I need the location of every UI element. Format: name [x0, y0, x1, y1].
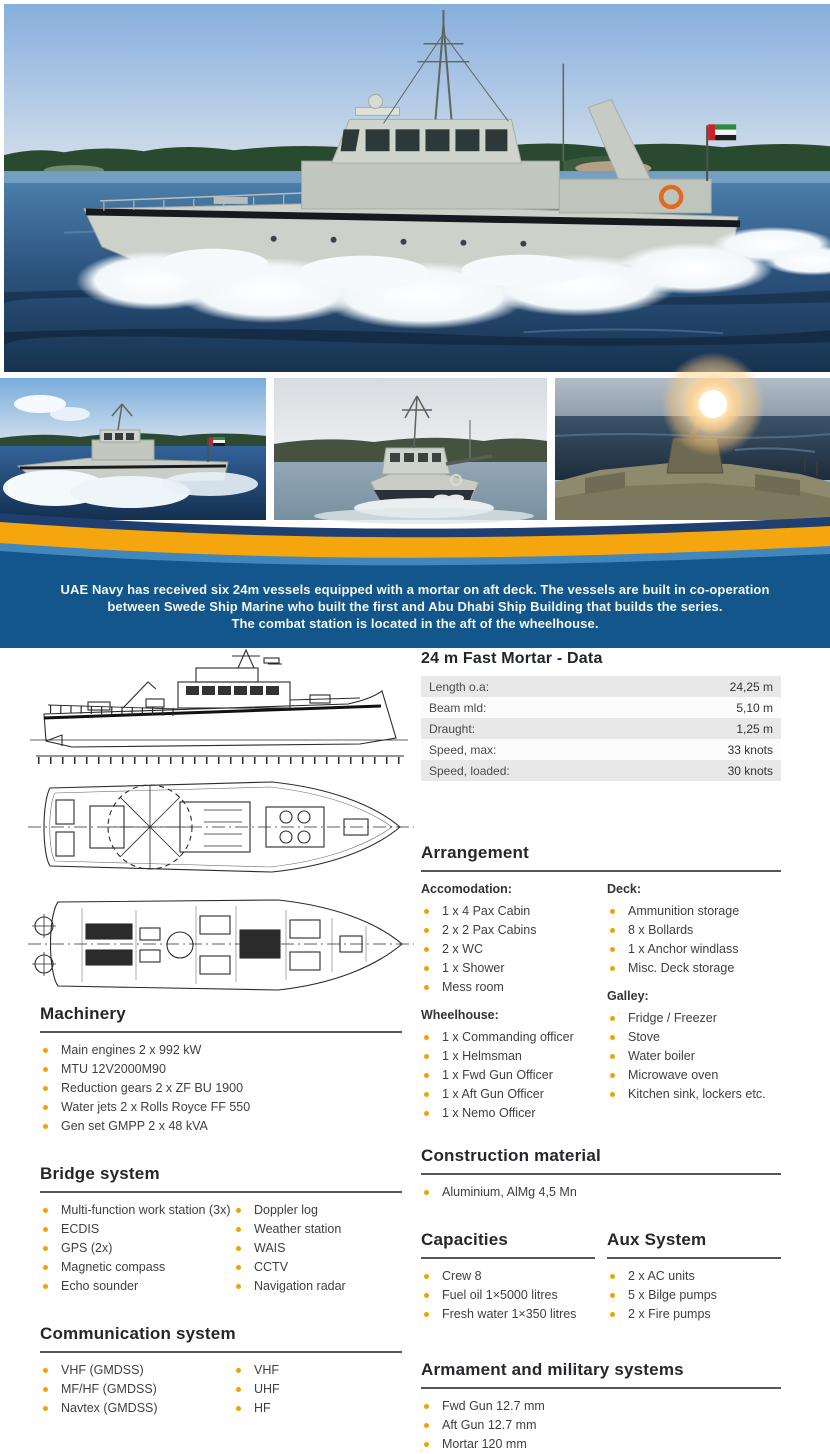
bullet-icon	[424, 928, 429, 933]
bullet-icon	[236, 1265, 241, 1270]
list-item-label: Doppler log	[254, 1203, 318, 1217]
list-item-label: Fresh water 1×350 litres	[442, 1307, 577, 1321]
photo-thumbnail-bow-view	[274, 378, 547, 520]
list-item-label: GPS (2x)	[61, 1241, 113, 1255]
list-item	[421, 921, 607, 940]
list-item-label: Main engines 2 x 992 kW	[61, 1043, 202, 1057]
list-item-label: Aluminium, AlMg 4,5 Mn	[442, 1185, 577, 1199]
bullet-icon	[424, 1404, 429, 1409]
list-item	[233, 1258, 402, 1277]
list-item	[607, 1028, 781, 1047]
bullet-icon	[43, 1208, 48, 1213]
list-item-label: CCTV	[254, 1260, 289, 1274]
list-item-label: Water jets 2 x Rolls Royce FF 550	[61, 1100, 251, 1114]
list-item	[421, 902, 607, 921]
bridge-system-list-2	[233, 1201, 402, 1296]
list-item-label: Navtex (GMDSS)	[61, 1401, 158, 1415]
right-column	[421, 648, 781, 1454]
list-item	[40, 1277, 233, 1296]
photo-thumbnail-mortar-firing	[555, 378, 830, 520]
list-item	[233, 1380, 402, 1399]
table-row-value: 30 knots	[727, 763, 773, 778]
armament-section	[421, 1360, 781, 1454]
list-item-label: Stove	[628, 1030, 660, 1044]
list-item	[607, 1286, 781, 1305]
construction-material-list	[421, 1183, 781, 1202]
bullet-icon	[424, 1274, 429, 1279]
list-item	[607, 1305, 781, 1324]
list-item	[233, 1399, 402, 1418]
table-row-value: 24,25 m	[729, 679, 773, 694]
thumbnail-2-illustration	[274, 378, 547, 520]
banner-line-3: The combat station is located in the aft of the wheelhouse.	[231, 616, 599, 631]
list-item-label: Water boiler	[628, 1049, 695, 1063]
communication-list-1	[40, 1361, 233, 1418]
construction-material-section	[421, 1146, 781, 1202]
list-item-label: Aft Gun 12.7 mm	[442, 1418, 537, 1432]
bullet-icon	[43, 1067, 48, 1072]
list-item	[233, 1239, 402, 1258]
list-item-label: 1 x Helmsman	[442, 1049, 522, 1063]
list-item	[233, 1277, 402, 1296]
table-row-value: 5,10 m	[736, 700, 773, 715]
bullet-icon	[424, 1035, 429, 1040]
intro-banner	[0, 505, 830, 648]
list-item-label: MTU 12V2000M90	[61, 1062, 166, 1076]
bullet-icon	[236, 1208, 241, 1213]
bullet-icon	[43, 1048, 48, 1053]
bullet-icon	[424, 1092, 429, 1097]
spec-table-title: 24 m Fast Mortar - Data	[421, 650, 603, 667]
list-item	[421, 940, 607, 959]
thumbnail-3-illustration	[555, 378, 830, 520]
deck-group	[607, 880, 781, 978]
list-item-label: 2 x Fire pumps	[628, 1307, 711, 1321]
armament-list	[421, 1397, 781, 1454]
list-item	[40, 1361, 233, 1380]
bullet-icon	[610, 1312, 615, 1317]
table-row	[421, 760, 781, 781]
bullet-icon	[424, 1442, 429, 1447]
capacities-section	[421, 1230, 607, 1324]
table-row-value: 1,25 m	[736, 721, 773, 736]
list-item	[40, 1399, 233, 1418]
bullet-icon	[424, 966, 429, 971]
list-item	[421, 1267, 607, 1286]
bullet-icon	[424, 909, 429, 914]
list-item	[421, 1435, 781, 1454]
bullet-icon	[424, 1312, 429, 1317]
side-profile-drawing	[28, 648, 414, 768]
aux-system-list	[607, 1267, 781, 1324]
accomodation-list	[421, 902, 607, 997]
list-item	[40, 1079, 402, 1098]
bullet-icon	[43, 1368, 48, 1373]
hero-photo-illustration	[4, 4, 830, 372]
list-item-label: Fuel oil 1×5000 litres	[442, 1288, 558, 1302]
aux-system-section	[607, 1230, 781, 1324]
accomodation-subheading: Accomodation:	[421, 882, 512, 896]
list-item-label: Weather station	[254, 1222, 342, 1236]
bullet-icon	[236, 1406, 241, 1411]
list-item-label: Crew 8	[442, 1269, 482, 1283]
list-item	[607, 921, 781, 940]
bullet-icon	[236, 1246, 241, 1251]
bullet-icon	[610, 1092, 615, 1097]
wheelhouse-subheading: Wheelhouse:	[421, 1008, 499, 1022]
lower-deck-plan-drawing	[28, 888, 414, 1000]
bullet-icon	[43, 1124, 48, 1129]
list-item-label: Mortar 120 mm	[442, 1437, 527, 1451]
list-item-label: Echo sounder	[61, 1279, 139, 1293]
bullet-icon	[424, 1190, 429, 1195]
bullet-icon	[610, 966, 615, 971]
list-item	[421, 1305, 607, 1324]
list-item	[40, 1239, 233, 1258]
list-item	[40, 1041, 402, 1060]
wheelhouse-list	[421, 1028, 607, 1123]
armament-heading: Armament and military systems	[421, 1360, 781, 1389]
bullet-icon	[236, 1284, 241, 1289]
list-item-label: MF/HF (GMDSS)	[61, 1382, 157, 1396]
bullet-icon	[43, 1406, 48, 1411]
bullet-icon	[43, 1227, 48, 1232]
banner-line-1: UAE Navy has received six 24m vessels equipped with a mortar on aft deck. The vessels are built in co-operation	[60, 582, 770, 597]
list-item	[421, 978, 607, 997]
arrangement-section	[421, 843, 781, 1132]
table-row-label: Speed, loaded:	[429, 763, 510, 778]
list-item-label: Multi-function work station (3x)	[61, 1203, 231, 1217]
list-item-label: 1 x Aft Gun Officer	[442, 1087, 544, 1101]
list-item-label: 2 x AC units	[628, 1269, 695, 1283]
machinery-list	[40, 1041, 402, 1136]
list-item-label: 2 x WC	[442, 942, 483, 956]
bullet-icon	[424, 1423, 429, 1428]
bridge-system-section	[40, 1164, 402, 1296]
bullet-icon	[43, 1265, 48, 1270]
bullet-icon	[424, 1073, 429, 1078]
table-row-value: 33 knots	[727, 742, 773, 757]
left-column	[40, 648, 402, 1418]
table-row	[421, 676, 781, 697]
galley-group	[607, 987, 781, 1104]
list-item	[421, 1286, 607, 1305]
list-item	[607, 1047, 781, 1066]
table-row-label: Speed, max:	[429, 742, 497, 757]
list-item	[607, 1066, 781, 1085]
bullet-icon	[236, 1368, 241, 1373]
list-item-label: Navigation radar	[254, 1279, 346, 1293]
bridge-system-heading: Bridge system	[40, 1164, 402, 1193]
bullet-icon	[236, 1387, 241, 1392]
banner-text	[0, 581, 830, 632]
bullet-icon	[610, 909, 615, 914]
aux-system-heading: Aux System	[607, 1230, 781, 1259]
deck-list	[607, 902, 781, 978]
bullet-icon	[424, 1054, 429, 1059]
bridge-system-list-1	[40, 1201, 233, 1296]
list-item	[607, 1009, 781, 1028]
bullet-icon	[610, 1035, 615, 1040]
bullet-icon	[424, 947, 429, 952]
list-item	[233, 1201, 402, 1220]
bullet-icon	[43, 1284, 48, 1289]
list-item	[233, 1220, 402, 1239]
wheelhouse-group	[421, 1006, 607, 1123]
bullet-icon	[610, 1293, 615, 1298]
list-item	[421, 1416, 781, 1435]
main-deck-plan-drawing	[28, 772, 414, 884]
list-item	[421, 1397, 781, 1416]
capacities-heading: Capacities	[421, 1230, 595, 1259]
banner-line-2: between Swede Ship Marine who built the first and Abu Dhabi Ship Building that builds the series.	[107, 599, 723, 614]
list-item-label: 1 x Shower	[442, 961, 505, 975]
communication-system-section	[40, 1324, 402, 1418]
table-row	[421, 697, 781, 718]
table-row-label: Beam mld:	[429, 700, 487, 715]
list-item	[40, 1380, 233, 1399]
list-item	[421, 1085, 607, 1104]
bullet-icon	[424, 1293, 429, 1298]
list-item-label: VHF	[254, 1363, 279, 1377]
list-item	[607, 902, 781, 921]
capacities-list	[421, 1267, 607, 1324]
list-item-label: Fridge / Freezer	[628, 1011, 717, 1025]
bullet-icon	[424, 985, 429, 990]
bullet-icon	[610, 1016, 615, 1021]
list-item	[40, 1258, 233, 1277]
list-item	[421, 1183, 781, 1202]
thumbnail-1-illustration	[0, 378, 266, 520]
list-item	[421, 1104, 607, 1123]
bullet-icon	[610, 1274, 615, 1279]
bullet-icon	[43, 1387, 48, 1392]
list-item-label: 1 x Commanding officer	[442, 1030, 574, 1044]
list-item-label: Mess room	[442, 980, 504, 994]
list-item-label: Magnetic compass	[61, 1260, 166, 1274]
list-item	[607, 959, 781, 978]
table-row-label: Length o.a:	[429, 679, 490, 694]
muzzle-flash	[661, 352, 765, 456]
machinery-section	[40, 1004, 402, 1136]
machinery-heading: Machinery	[40, 1004, 402, 1033]
list-item	[421, 1028, 607, 1047]
list-item	[607, 1267, 781, 1286]
list-item	[607, 940, 781, 959]
galley-subheading: Galley:	[607, 989, 649, 1003]
list-item-label: 1 x Anchor windlass	[628, 942, 739, 956]
hero-photo	[4, 4, 830, 372]
list-item-label: 1 x Fwd Gun Officer	[442, 1068, 553, 1082]
list-item-label: 1 x Nemo Officer	[442, 1106, 536, 1120]
list-item-label: Gen set GMPP 2 x 48 kVA	[61, 1119, 208, 1133]
list-item	[40, 1060, 402, 1079]
arrangement-heading: Arrangement	[421, 843, 781, 872]
list-item-label: Misc. Deck storage	[628, 961, 735, 975]
list-item-label: Microwave oven	[628, 1068, 719, 1082]
list-item-label: WAIS	[254, 1241, 286, 1255]
table-row	[421, 718, 781, 739]
list-item	[421, 1066, 607, 1085]
list-item-label: Ammunition storage	[628, 904, 740, 918]
bullet-icon	[43, 1246, 48, 1251]
spec-table	[421, 676, 781, 781]
bullet-icon	[424, 1111, 429, 1116]
list-item-label: ECDIS	[61, 1222, 100, 1236]
list-item	[421, 1047, 607, 1066]
list-item-label: 2 x 2 Pax Cabins	[442, 923, 537, 937]
communication-list-2	[233, 1361, 402, 1418]
list-item-label: Fwd Gun 12.7 mm	[442, 1399, 545, 1413]
list-item	[233, 1361, 402, 1380]
table-row-label: Draught:	[429, 721, 476, 736]
bullet-icon	[610, 1073, 615, 1078]
bullet-icon	[236, 1227, 241, 1232]
bullet-icon	[43, 1086, 48, 1091]
list-item-label: 1 x 4 Pax Cabin	[442, 904, 531, 918]
bullet-icon	[610, 1054, 615, 1059]
list-item	[421, 959, 607, 978]
list-item	[40, 1201, 233, 1220]
communication-system-heading: Communication system	[40, 1324, 402, 1353]
list-item	[40, 1117, 402, 1136]
construction-material-heading: Construction material	[421, 1146, 781, 1175]
waterjets	[32, 914, 56, 976]
list-item-label: HF	[254, 1401, 271, 1415]
list-item-label: 5 x Bilge pumps	[628, 1288, 717, 1302]
bullet-icon	[610, 928, 615, 933]
bullet-icon	[610, 947, 615, 952]
accomodation-group	[421, 880, 607, 997]
list-item-label: Reduction gears 2 x ZF BU 1900	[61, 1081, 244, 1095]
table-row	[421, 739, 781, 760]
list-item-label: Kitchen sink, lockers etc.	[628, 1087, 766, 1101]
list-item-label: VHF (GMDSS)	[61, 1363, 144, 1377]
list-item	[607, 1085, 781, 1104]
list-item-label: 8 x Bollards	[628, 923, 694, 937]
list-item-label: UHF	[254, 1382, 280, 1396]
list-item	[40, 1098, 402, 1117]
list-item	[40, 1220, 233, 1239]
photo-thumbnail-running	[0, 378, 266, 520]
bullet-icon	[43, 1105, 48, 1110]
deck-subheading: Deck:	[607, 882, 642, 896]
galley-list	[607, 1009, 781, 1104]
